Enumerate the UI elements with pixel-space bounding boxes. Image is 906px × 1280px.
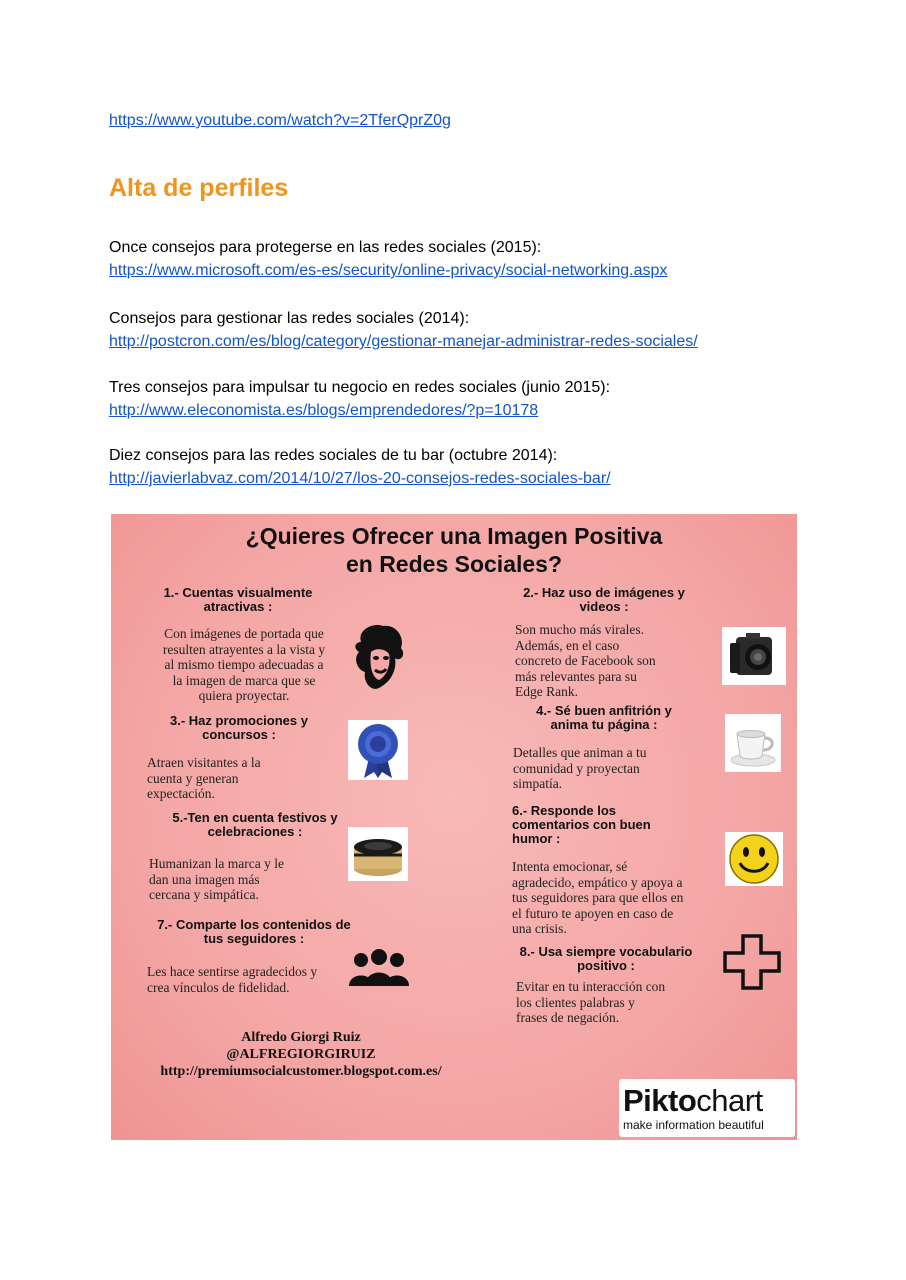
tip-6-body-line: el futuro te apoyen en caso de — [512, 905, 674, 921]
tip-1-heading-line: atractivas : — [203, 599, 273, 614]
tip-1-body — [139, 626, 349, 704]
smiley-icon — [725, 832, 783, 886]
tip-2-body-line: Edge Rank. — [515, 684, 578, 699]
item-4 — [109, 444, 611, 490]
tip-7-heading — [147, 918, 361, 946]
javier-link[interactable]: http://javierlabvaz.com/2014/10/27/los-20-consejos-redes-sociales-bar/ — [109, 470, 611, 487]
tip-3-body — [147, 755, 347, 802]
tip-5-heading — [145, 811, 365, 839]
tip-2-body-line: Son mucho más virales. — [515, 622, 644, 637]
tip-2-body — [515, 622, 705, 700]
tip-1-body-line: Con imágenes de portada que — [164, 626, 324, 641]
postcron-link[interactable]: http://postcron.com/es/blog/category/gestionar-manejar-administrar-redes-sociales/ — [109, 333, 698, 350]
author-credit — [121, 1029, 481, 1080]
section-heading: Alta de perfiles — [109, 174, 289, 202]
tip-2-heading-line: videos : — [579, 599, 629, 614]
tip-1-body-line: resulten atrayentes a la vista y — [162, 641, 326, 657]
tip-8-heading-line: positivo : — [577, 958, 635, 973]
author-handle: @ALFREGIORGIRUIZ — [226, 1047, 376, 1062]
tip-6-heading-line: 6.- Responde los — [512, 803, 617, 818]
tip-1-heading — [143, 586, 333, 614]
tip-5-body-line: cercana y simpática. — [149, 887, 259, 902]
author-blog-url: http://premiumsocialcustomer.blogspot.com.es/ — [160, 1064, 442, 1079]
tip-7-heading-line: tus seguidores : — [203, 931, 305, 946]
piktochart-brand — [623, 1084, 763, 1118]
tip-5-body — [149, 856, 349, 903]
tip-7-body-line: crea vínculos de fidelidad. — [147, 979, 290, 995]
tip-1-heading-line: 1.- Cuentas visualmente — [163, 585, 313, 600]
coffee-cup-icon — [725, 714, 781, 772]
tip-1-body-line: quiera proyectar. — [198, 688, 290, 703]
item-3-text: Tres consejos para impulsar tu negocio en redes sociales (junio 2015): — [109, 379, 611, 396]
item-2 — [109, 307, 698, 353]
tip-7-body-line: Les hace sentirse agradecidos y — [147, 964, 318, 979]
tip-2-body-line: Además, en el caso — [515, 637, 620, 653]
title-line-2: en Redes Sociales? — [345, 551, 563, 577]
tip-2-heading-line: 2.- Haz uso de imágenes y — [523, 585, 685, 600]
tip-2-body-line: concreto de Facebook son — [515, 653, 656, 668]
brand-bold: Pikto — [623, 1083, 697, 1118]
title-line-1: ¿Quieres Ofrecer una Imagen Positiva — [245, 523, 663, 549]
camera-icon — [722, 627, 786, 685]
cake-icon — [348, 827, 408, 881]
item-1 — [109, 236, 667, 282]
tip-1-body-line: la imagen de marca que se — [172, 672, 316, 688]
tip-6-body-line: tus seguidores para que ellos en — [512, 890, 684, 905]
tip-6-heading — [512, 804, 702, 846]
tip-3-body-line: Atraen visitantes a la — [147, 755, 261, 770]
tip-3-heading-line: concursos : — [202, 727, 276, 742]
tip-5-body-line: dan una imagen más — [149, 871, 260, 887]
tip-5-body-line: Humanizan la marca y le — [149, 856, 284, 871]
marilyn-portrait-icon — [347, 622, 409, 692]
infographic — [111, 514, 797, 1140]
microsoft-link[interactable]: https://www.microsoft.com/es-es/security/online-privacy/social-networking.aspx — [109, 262, 668, 279]
tip-8-body-line: los clientes palabras y — [516, 994, 635, 1010]
tip-2-heading — [509, 586, 699, 614]
tip-4-body-line: Detalles que animan a tu — [513, 745, 647, 760]
tip-8-body-line: Evitar en tu interacción con — [516, 979, 666, 994]
tip-1-body-line: al mismo tiempo adecuadas a — [164, 657, 324, 672]
tip-3-heading — [139, 714, 339, 742]
tip-7-heading-line: 7.- Comparte los contenidos de — [157, 917, 351, 932]
tip-4-body — [513, 745, 713, 792]
tip-3-body-line: cuenta y generan — [147, 770, 239, 786]
tip-3-heading-line: 3.- Haz promociones y — [170, 713, 308, 728]
tip-6-body-line: agradecido, empático y apoya a — [512, 874, 683, 890]
tip-7-body — [147, 964, 357, 995]
youtube-link[interactable]: https://www.youtube.com/watch?v=2TferQprZ0g — [109, 112, 451, 129]
item-3 — [109, 376, 610, 422]
tip-5-heading-line: 5.-Ten en cuenta festivos y — [172, 810, 338, 825]
piktochart-tagline: make information beautiful — [623, 1118, 764, 1132]
infographic-title — [111, 522, 797, 578]
tip-4-body-line: comunidad y proyectan — [513, 760, 640, 776]
tip-4-body-line: simpatía. — [513, 776, 563, 791]
tip-6-heading-line: humor : — [512, 831, 561, 846]
tip-8-body-line: frases de negación. — [516, 1010, 620, 1025]
tip-5-heading-line: celebraciones : — [207, 824, 303, 839]
tip-6-body-line: Intenta emocionar, sé — [512, 859, 628, 874]
group-people-icon — [347, 948, 411, 988]
item-2-text: Consejos para gestionar las redes sociales (2014): — [109, 310, 470, 327]
piktochart-logo — [619, 1079, 795, 1137]
item-1-text: Once consejos para protegerse en las redes sociales (2015): — [109, 239, 542, 256]
tip-4-heading-line: 4.- Sé buen anfitrión y — [536, 703, 672, 718]
tip-6-body-line: una crisis. — [512, 921, 567, 936]
tip-3-body-line: expectación. — [147, 786, 215, 801]
tip-6-heading-line: comentarios con buen — [512, 817, 651, 832]
tip-6-body — [512, 859, 722, 937]
author-name: Alfredo Giorgi Ruiz — [241, 1030, 361, 1045]
plus-cross-icon — [723, 934, 781, 990]
eleconomista-link[interactable]: http://www.eleconomista.es/blogs/emprendedores/?p=10178 — [109, 402, 539, 419]
tip-8-body — [516, 979, 716, 1026]
tip-4-heading-line: anima tu página : — [550, 717, 658, 732]
brand-thin: chart — [696, 1083, 763, 1118]
tip-8-heading-line: 8.- Usa siempre vocabulario — [519, 944, 693, 959]
item-4-text: Diez consejos para las redes sociales de tu bar (octubre 2014): — [109, 447, 558, 464]
tip-4-heading — [509, 704, 699, 732]
award-ribbon-icon — [348, 720, 408, 780]
tip-2-body-line: más relevantes para su — [515, 668, 637, 684]
tip-8-heading — [511, 945, 701, 973]
